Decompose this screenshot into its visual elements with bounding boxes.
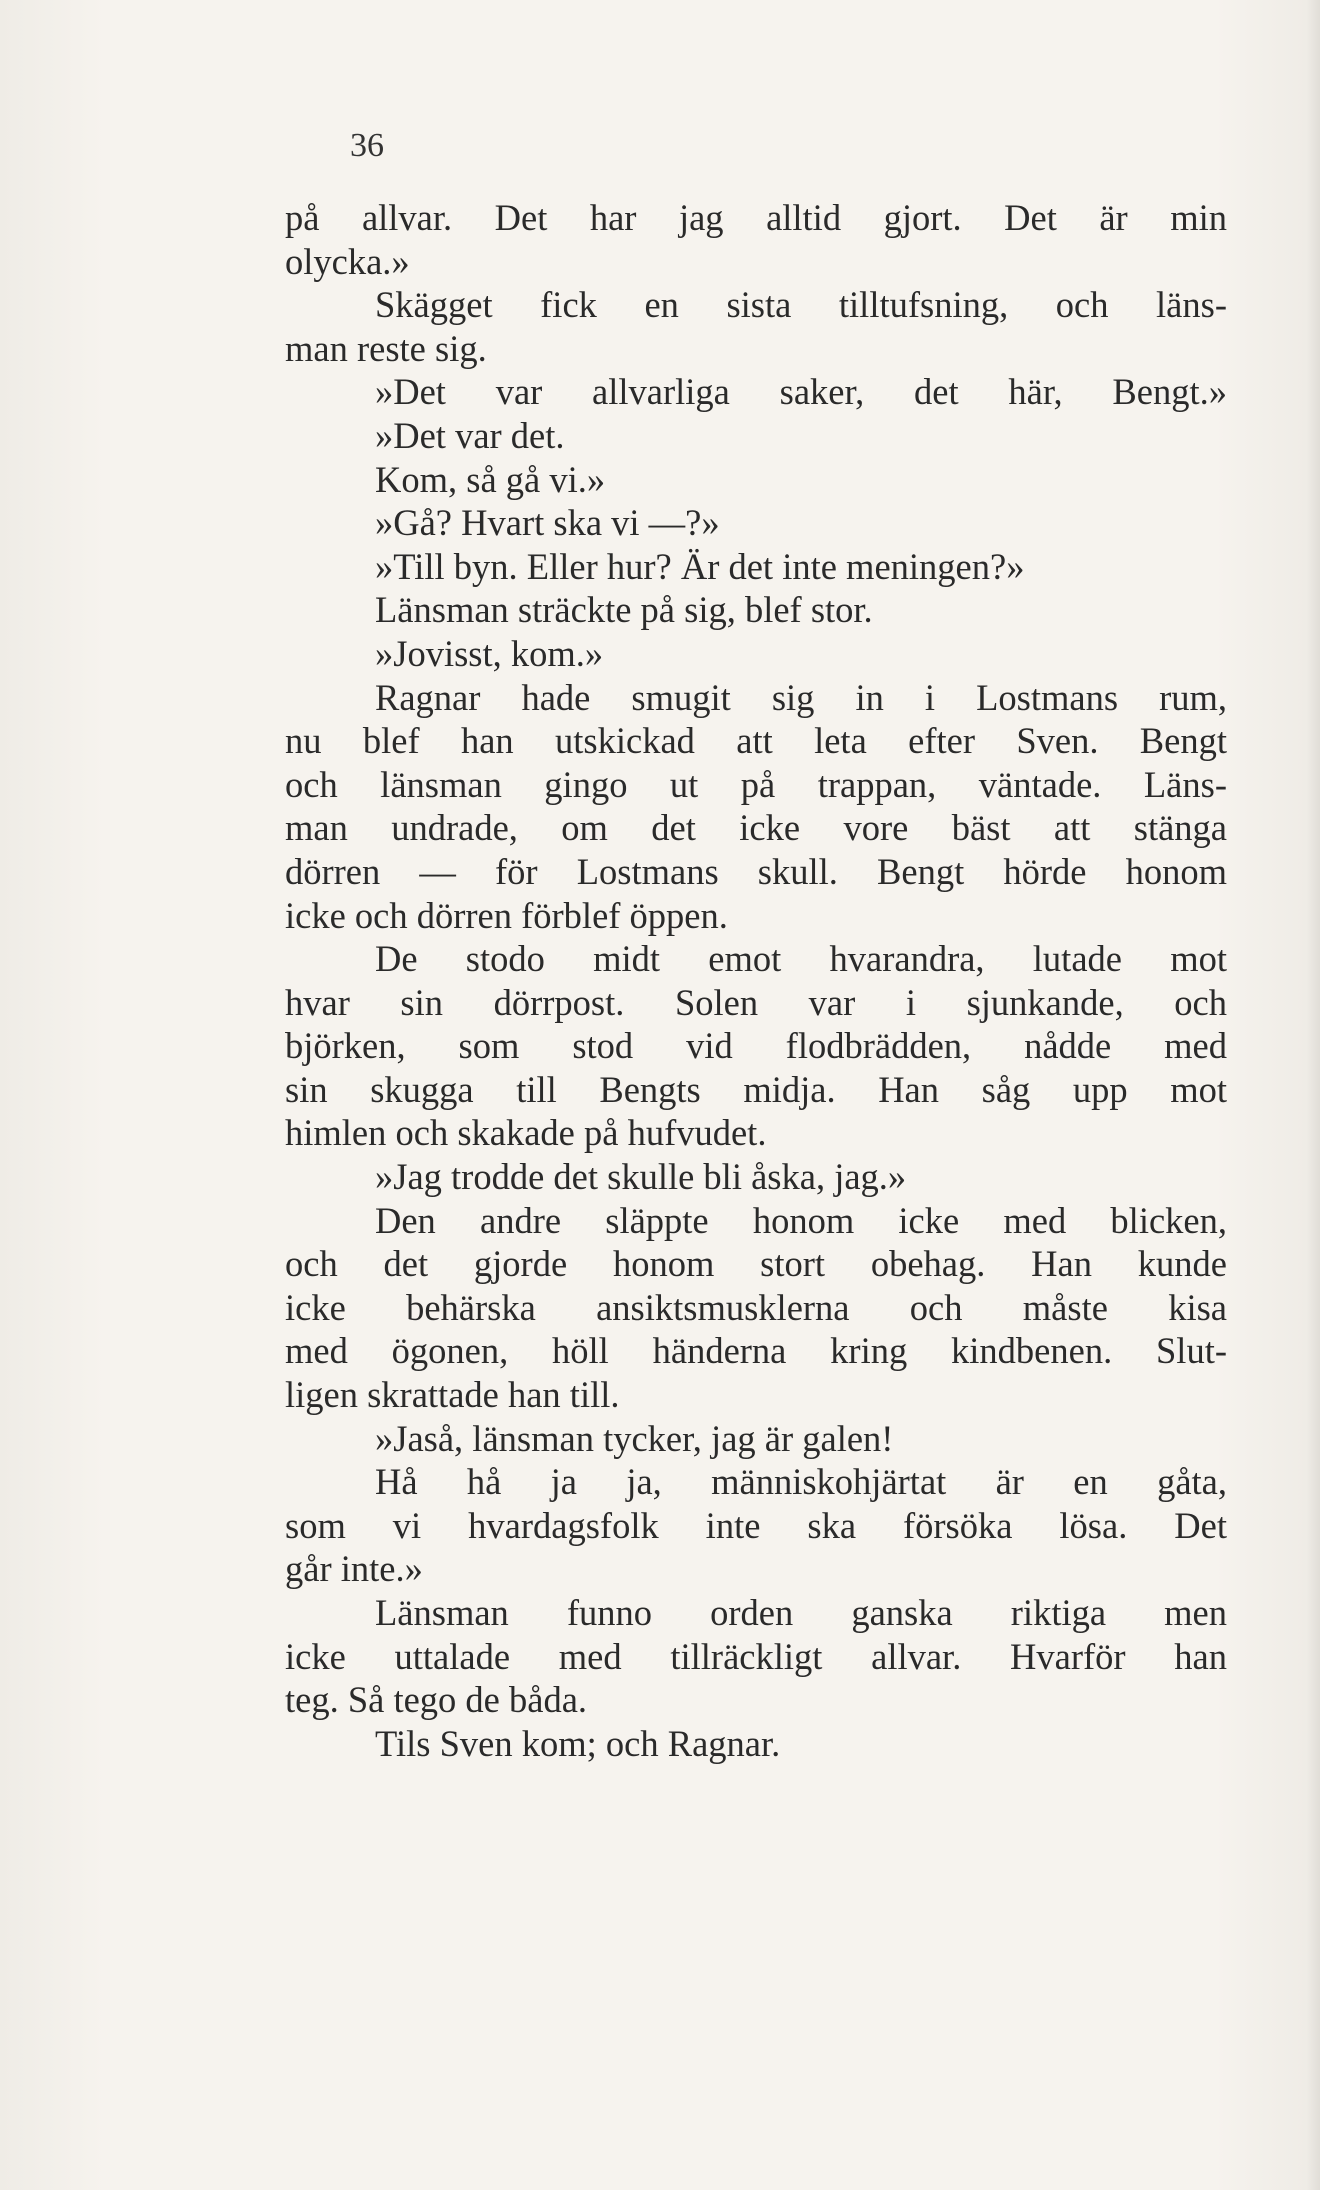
text-line: »Jag trodde det skulle bli åska, jag.» xyxy=(375,1156,907,1198)
body-text xyxy=(285,196,1227,1765)
text-line: man undrade, om det icke vore bäst att stänga xyxy=(285,807,1227,849)
text-line: icke behärska ansiktsmusklerna och måste kisa xyxy=(285,1286,1227,1328)
text-line: De stodo midt emot hvarandra, lutade mot xyxy=(375,938,1227,980)
text-line: Länsman sträckte på sig, blef stor. xyxy=(375,589,873,631)
text-line: Skägget fick en sista tilltufsning, och läns- xyxy=(375,284,1227,326)
text-line: »Till byn. Eller hur? Är det inte meningen?» xyxy=(375,545,1025,587)
text-line: himlen och skakade på hufvudet. xyxy=(285,1112,767,1154)
text-line: icke och dörren förblef öppen. xyxy=(285,894,728,936)
text-line: »Det var allvarliga saker, det här, Bengt.» xyxy=(375,371,1227,413)
text-line: med ögonen, höll händerna kring kindbenen. Slut- xyxy=(285,1330,1227,1372)
text-line: nu blef han utskickad att leta efter Sven. Bengt xyxy=(285,720,1227,762)
text-line: Länsman funno orden ganska riktiga men xyxy=(375,1592,1227,1633)
text-line: dörren — för Lostmans skull. Bengt hörde honom xyxy=(285,850,1227,892)
text-line: Kom, så gå vi.» xyxy=(375,458,606,500)
text-line: Ragnar hade smugit sig in i Lostmans rum, xyxy=(375,676,1227,718)
text-line: Tils Sven kom; och Ragnar. xyxy=(375,1722,781,1764)
text-line: teg. Så tego de båda. xyxy=(285,1679,588,1721)
text-line: som vi hvardagsfolk inte ska försöka lösa. Det xyxy=(285,1504,1227,1546)
text-line: ligen skrattade han till. xyxy=(285,1374,620,1416)
page-edge-shadow xyxy=(1306,0,1320,2190)
text-line: hvar sin dörrpost. Solen var i sjunkande, och xyxy=(285,981,1227,1023)
text-line: »Det var det. xyxy=(375,414,565,456)
text-line: olycka.» xyxy=(285,240,410,282)
page-number: 36 xyxy=(350,127,384,164)
text-line: »Gå? Hvart ska vi —?» xyxy=(375,502,720,544)
text-line: man reste sig. xyxy=(285,327,487,369)
text-line: på allvar. Det har jag alltid gjort. Det är min xyxy=(285,197,1227,238)
text-line: »Jaså, länsman tycker, jag är galen! xyxy=(375,1417,894,1459)
text-line: sin skugga till Bengts midja. Han såg upp mot xyxy=(285,1068,1227,1110)
text-line: och det gjorde honom stort obehag. Han kunde xyxy=(285,1243,1227,1285)
text-line: »Jovisst, kom.» xyxy=(375,632,604,674)
text-line: björken, som stod vid flodbrädden, nådde med xyxy=(285,1025,1227,1067)
text-line: går inte.» xyxy=(285,1548,423,1590)
text-line: Hå hå ja ja, människohjärtat är en gåta, xyxy=(375,1461,1227,1503)
text-line: icke uttalade med tillräckligt allvar. Hvarför han xyxy=(285,1635,1227,1677)
text-line: Den andre släppte honom icke med blicken, xyxy=(375,1199,1227,1241)
text-line: och länsman gingo ut på trappan, väntade. Läns- xyxy=(285,763,1227,805)
